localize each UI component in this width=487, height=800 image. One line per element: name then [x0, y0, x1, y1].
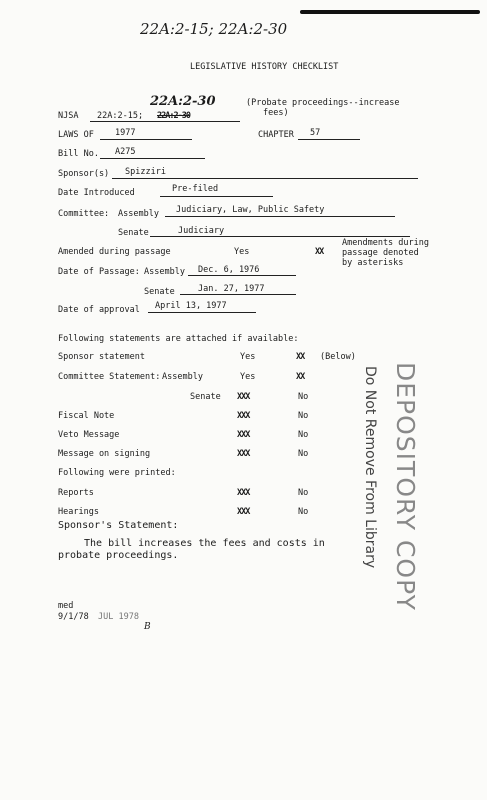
sponsor-statement-line-1: The bill increases the fees and costs in — [84, 538, 325, 549]
statement-label: Message on signing — [58, 449, 151, 459]
statement-sub-label: Assembly — [162, 372, 203, 382]
stamp-line-1: DEPOSITORY COPY — [391, 362, 420, 611]
subject-line-1: (Probate proceedings--increase — [246, 98, 400, 108]
passage-assembly-label: Assembly — [144, 267, 185, 277]
printed-yes: XXX — [237, 507, 250, 517]
date-introduced-value: Pre-filed — [172, 184, 219, 194]
njsa-struck: 22A:2-30 — [157, 111, 190, 121]
njsa-line — [90, 121, 240, 122]
approval-value: April 13, 1977 — [155, 301, 227, 311]
chapter-value: 57 — [310, 128, 321, 138]
committee-assembly-value: Judiciary, Law, Public Safety — [176, 205, 325, 215]
approval-line — [148, 312, 256, 313]
bill-label: Bill No. — [58, 149, 99, 159]
sponsor-statement-heading: Sponsor's Statement: — [58, 520, 179, 531]
committee-senate-line — [150, 236, 410, 237]
attached-heading: Following statements are attached if available: — [58, 334, 299, 344]
committee-senate-value: Judiciary — [178, 226, 225, 236]
statement-no: No — [298, 430, 309, 440]
date-introduced-label: Date Introduced — [58, 188, 135, 198]
statement-no: XX — [296, 372, 305, 382]
committee-label: Committee: — [58, 209, 110, 219]
statement-no: No — [298, 411, 309, 421]
printed-no: No — [298, 488, 309, 498]
amended-note-1: Amendments during — [342, 238, 429, 248]
laws-of-label: LAWS OF — [58, 130, 94, 140]
committee-assembly-line — [165, 216, 395, 217]
njsa-label: NJSA — [58, 111, 79, 121]
passage-label: Date of Passage: — [58, 267, 140, 277]
footer-date: 9/1/78 — [58, 612, 89, 622]
statement-yes: XXX — [237, 449, 250, 459]
statement-label: Veto Message — [58, 430, 120, 440]
sponsor-statement-line-2: probate proceedings. — [58, 550, 179, 561]
sponsors-line — [112, 178, 418, 179]
footer-mark: B — [144, 622, 151, 632]
bill-value: A275 — [115, 147, 136, 157]
page-title: LEGISLATIVE HISTORY CHECKLIST — [190, 62, 339, 72]
date-introduced-line — [160, 196, 273, 197]
passage-senate-line — [180, 294, 296, 295]
printed-yes: XXX — [237, 488, 250, 498]
statement-label: Senate — [190, 392, 221, 402]
approval-label: Date of approval — [58, 305, 140, 315]
subject-line-2: fees) — [263, 108, 289, 118]
statement-label: Fiscal Note — [58, 411, 115, 421]
scan-edge-line — [300, 10, 480, 14]
printed-no: No — [298, 507, 309, 517]
laws-of-value: 1977 — [115, 128, 136, 138]
statement-label: Committee Statement: — [58, 372, 161, 382]
stamp-line-2: Do Not Remove From Library — [362, 366, 378, 569]
laws-of-line — [100, 139, 192, 140]
chapter-line — [298, 139, 360, 140]
footer-initials: med — [58, 601, 74, 611]
statement-no: XX — [296, 352, 305, 362]
statement-yes: XXX — [237, 411, 250, 421]
statement-label: Sponsor statement — [58, 352, 145, 362]
footer-stamp: JUL 1978 — [98, 612, 139, 622]
passage-assembly-line — [188, 275, 296, 276]
bill-line — [100, 158, 205, 159]
printed-label: Reports — [58, 488, 94, 498]
chapter-label: CHAPTER — [258, 130, 294, 140]
njsa-value: 22A:2-15; — [97, 111, 144, 121]
statement-yes: Yes — [240, 372, 256, 382]
sponsors-label: Sponsor(s) — [58, 169, 110, 179]
passage-assembly-value: Dec. 6, 1976 — [198, 265, 260, 275]
statement-yes: XXX — [237, 392, 250, 402]
statement-no: No — [298, 392, 309, 402]
amended-note-2: passage denoted — [342, 248, 419, 258]
handwritten-header: 22A:2-15; 22A:2-30 — [140, 20, 288, 38]
njsa-handwritten: 22A:2-30 — [150, 94, 216, 109]
statement-yes: XXX — [237, 430, 250, 440]
passage-senate-label: Senate — [144, 287, 175, 297]
statement-extra: (Below) — [320, 352, 356, 362]
sponsors-value: Spizziri — [125, 167, 166, 177]
committee-senate-label: Senate — [118, 228, 149, 238]
committee-assembly-label: Assembly — [118, 209, 159, 219]
statement-yes: Yes — [240, 352, 256, 362]
printed-label: Hearings — [58, 507, 99, 517]
amended-no: XX — [315, 247, 324, 257]
amended-label: Amended during passage — [58, 247, 171, 257]
statement-no: No — [298, 449, 309, 459]
amended-note-3: by asterisks — [342, 258, 404, 268]
printed-heading: Following were printed: — [58, 468, 176, 478]
amended-yes: Yes — [234, 247, 250, 257]
passage-senate-value: Jan. 27, 1977 — [198, 284, 265, 294]
